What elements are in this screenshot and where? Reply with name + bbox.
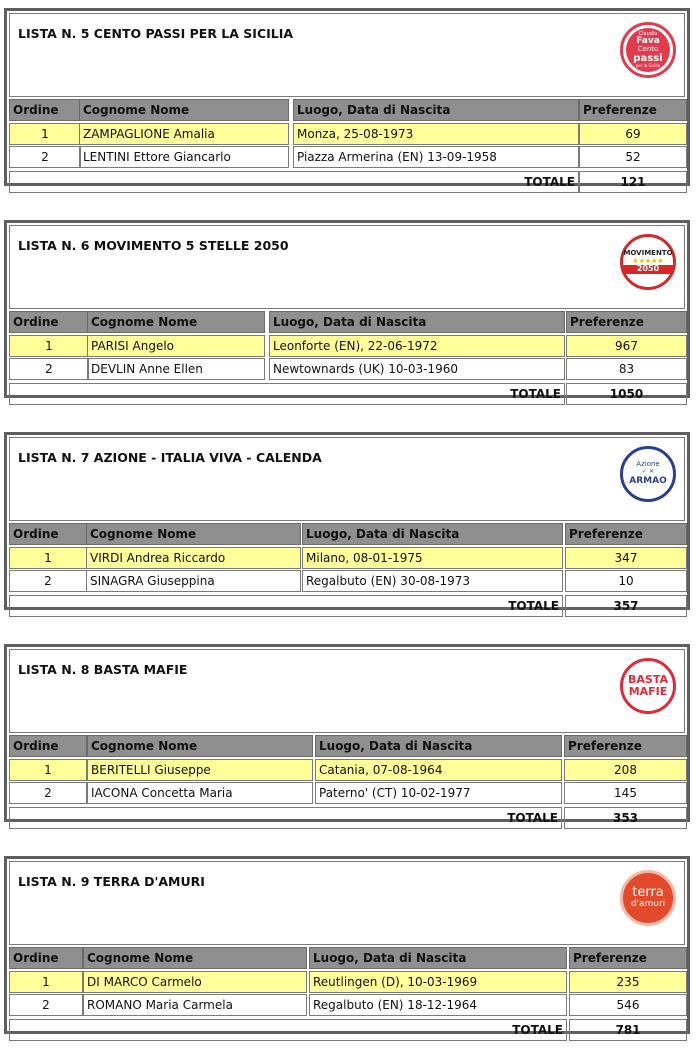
- table-row: [9, 146, 685, 168]
- table-row: [9, 759, 685, 781]
- table-row: [9, 358, 685, 380]
- cell-ordine: 1: [9, 335, 89, 357]
- cell-luogo: Monza, 25-08-1973: [293, 123, 579, 145]
- cell-nome: DI MARCO Carmelo: [83, 971, 307, 993]
- list-header: [9, 861, 685, 945]
- col-ordine: Ordine: [9, 311, 89, 333]
- cell-luogo: Piazza Armerina (EN) 13-09-1958: [293, 146, 579, 168]
- table-row: [9, 782, 685, 804]
- movimento-5-stelle-logo-icon: MOVIMENTO ★★★★★ 2050: [620, 234, 676, 290]
- col-luogo: Luogo, Data di Nascita: [293, 99, 579, 121]
- total-row: [9, 383, 685, 405]
- total-value: 1050: [566, 383, 687, 405]
- cell-luogo: Reutlingen (D), 10-03-1969: [309, 971, 567, 993]
- total-row: [9, 171, 685, 193]
- cell-preferenze: 235: [569, 971, 687, 993]
- table-header: [9, 735, 685, 757]
- col-ordine: Ordine: [9, 735, 87, 757]
- col-preferenze: Preferenze: [565, 523, 687, 545]
- cell-luogo: Regalbuto (EN) 30-08-1973: [302, 570, 563, 592]
- col-ordine: Ordine: [9, 523, 87, 545]
- table-header: [9, 523, 685, 545]
- col-preferenze: Preferenze: [566, 311, 687, 333]
- col-luogo: Luogo, Data di Nascita: [309, 947, 567, 969]
- cell-ordine: 1: [9, 971, 83, 993]
- list-title: LISTA N. 8 BASTA MAFIE: [18, 662, 188, 677]
- col-nome: Cognome Nome: [86, 523, 301, 545]
- list-title: LISTA N. 5 CENTO PASSI PER LA SICILIA: [18, 26, 294, 41]
- cell-nome: ZAMPAGLIONE Amalia: [79, 123, 289, 145]
- table-header: [9, 99, 685, 121]
- cell-preferenze: 967: [566, 335, 687, 357]
- basta-mafie-logo-icon: BASTA MAFIE: [620, 658, 676, 714]
- total-row: [9, 595, 685, 617]
- col-luogo: Luogo, Data di Nascita: [302, 523, 563, 545]
- table-row: [9, 971, 685, 993]
- cell-preferenze: 145: [564, 782, 687, 804]
- cell-ordine: 2: [9, 994, 83, 1016]
- cell-ordine: 1: [9, 123, 81, 145]
- cell-preferenze: 208: [564, 759, 687, 781]
- cell-nome: IACONA Concetta Maria: [87, 782, 313, 804]
- list-block-9: [4, 856, 690, 1037]
- list-header: [9, 13, 685, 97]
- cell-ordine: 2: [9, 358, 89, 380]
- azione-italia-viva-logo-icon: Azione ✓ ✕ ARMAO: [620, 446, 676, 502]
- cell-nome: LENTINI Ettore Giancarlo: [79, 146, 289, 168]
- fava-cento-passi-logo-icon: Claudio Fava Cento passi per la Sicilia: [620, 22, 676, 78]
- cell-preferenze: 52: [579, 146, 687, 168]
- list-header: [9, 225, 685, 309]
- cell-preferenze: 10: [565, 570, 687, 592]
- cell-luogo: Paterno' (CT) 10-02-1977: [315, 782, 562, 804]
- total-label: TOTALE: [9, 171, 579, 193]
- cell-ordine: 1: [9, 547, 87, 569]
- total-row: [9, 807, 685, 829]
- col-preferenze: Preferenze: [564, 735, 687, 757]
- table-row: [9, 547, 685, 569]
- total-value: 781: [569, 1019, 687, 1041]
- table-row: [9, 994, 685, 1016]
- col-luogo: Luogo, Data di Nascita: [269, 311, 565, 333]
- col-ordine: Ordine: [9, 99, 81, 121]
- total-row: [9, 1019, 685, 1041]
- cell-nome: ROMANO Maria Carmela: [83, 994, 307, 1016]
- total-label: TOTALE: [9, 807, 562, 829]
- col-nome: Cognome Nome: [87, 735, 313, 757]
- cell-preferenze: 69: [579, 123, 687, 145]
- col-nome: Cognome Nome: [83, 947, 307, 969]
- list-header: [9, 649, 685, 733]
- list-block-5: [4, 8, 690, 189]
- list-title: LISTA N. 9 TERRA D'AMURI: [18, 874, 205, 889]
- total-value: 353: [564, 807, 687, 829]
- cell-luogo: Catania, 07-08-1964: [315, 759, 562, 781]
- list-title: LISTA N. 6 MOVIMENTO 5 STELLE 2050: [18, 238, 289, 253]
- table-row: [9, 570, 685, 592]
- total-label: TOTALE: [9, 1019, 567, 1041]
- cell-preferenze: 347: [565, 547, 687, 569]
- total-label: TOTALE: [9, 383, 565, 405]
- list-block-7: [4, 432, 690, 613]
- col-ordine: Ordine: [9, 947, 83, 969]
- cell-nome: PARISI Angelo: [87, 335, 265, 357]
- cell-luogo: Leonforte (EN), 22-06-1972: [269, 335, 565, 357]
- col-nome: Cognome Nome: [87, 311, 265, 333]
- cell-preferenze: 546: [569, 994, 687, 1016]
- cell-nome: VIRDI Andrea Riccardo: [86, 547, 301, 569]
- table-row: [9, 123, 685, 145]
- total-value: 121: [579, 171, 687, 193]
- cell-preferenze: 83: [566, 358, 687, 380]
- cell-luogo: Regalbuto (EN) 18-12-1964: [309, 994, 567, 1016]
- cell-ordine: 1: [9, 759, 87, 781]
- list-header: [9, 437, 685, 521]
- table-header: [9, 947, 685, 969]
- terra-damuri-logo-icon: terra d'amuri: [620, 870, 676, 926]
- total-value: 357: [565, 595, 687, 617]
- col-preferenze: Preferenze: [579, 99, 687, 121]
- cell-ordine: 2: [9, 782, 87, 804]
- col-preferenze: Preferenze: [569, 947, 687, 969]
- list-block-6: [4, 220, 690, 401]
- cell-nome: BERITELLI Giuseppe: [87, 759, 313, 781]
- cell-luogo: Newtownards (UK) 10-03-1960: [269, 358, 565, 380]
- col-luogo: Luogo, Data di Nascita: [315, 735, 562, 757]
- cell-ordine: 2: [9, 146, 81, 168]
- cell-luogo: Milano, 08-01-1975: [302, 547, 563, 569]
- col-nome: Cognome Nome: [79, 99, 289, 121]
- list-title: LISTA N. 7 AZIONE - ITALIA VIVA - CALENDA: [18, 450, 322, 465]
- cell-nome: SINAGRA Giuseppina: [86, 570, 301, 592]
- total-label: TOTALE: [9, 595, 563, 617]
- table-header: [9, 311, 685, 333]
- cell-ordine: 2: [9, 570, 87, 592]
- list-block-8: [4, 644, 690, 825]
- cell-nome: DEVLIN Anne Ellen: [87, 358, 265, 380]
- table-row: [9, 335, 685, 357]
